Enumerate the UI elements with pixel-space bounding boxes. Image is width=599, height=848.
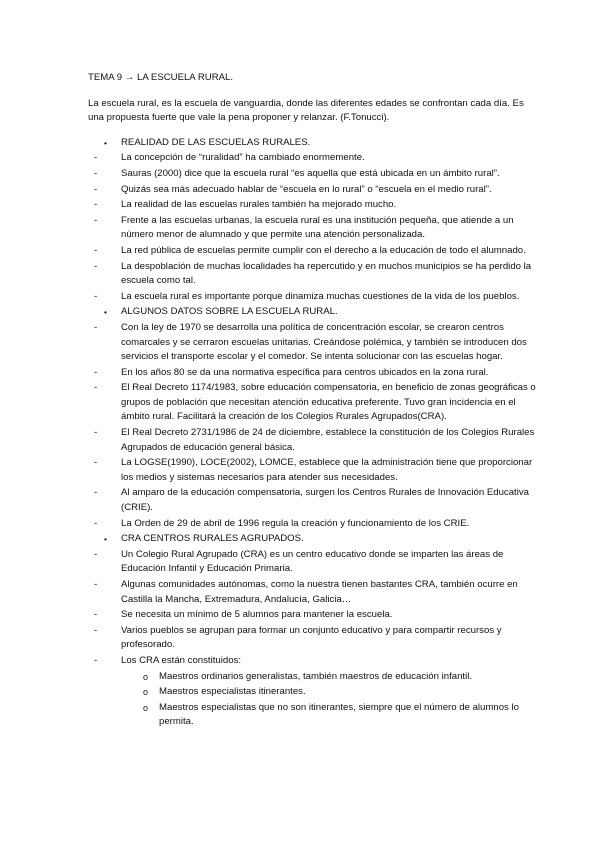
sub-list-item [88,670,539,685]
dash-marker: - [94,260,98,272]
dash-marker: - [94,609,98,621]
list-item [88,321,539,365]
list-item [88,624,539,653]
list-item [88,426,539,455]
list-item [88,517,539,532]
dash-marker: - [94,548,98,560]
list-item [88,456,539,485]
sub-list-item-text: Maestros ordinarios generalistas, también maestros de educación infantil. [159,670,473,682]
dash-marker: - [94,427,98,439]
list-item-text: El Real Decreto 2731/1986 de 24 de diciembre, establece la constitución de los Colegios Rurales Agrupados de educación general básica. [121,427,535,453]
list-item [88,366,539,381]
list-item [88,381,539,425]
dash-marker: - [94,382,98,394]
list-item-text: Los CRA están constituidos: [121,654,241,666]
section-heading-text: ALGUNOS DATOS SOBRE LA ESCUELA RURAL. [121,306,338,318]
circle-marker: o [143,702,149,713]
list-item-text: La LOGSE(1990), LOCE(2002), LOMCE, establece que la administración tiene que proporcionar los medios y sistemas necesarios para atender sus necesidades. [121,457,533,483]
list-item-text: Sauras (2000) dice que la escuela rural “es aquella que está ubicada en un ámbito rural”. [121,167,500,179]
bullet-marker: • [104,534,107,545]
section-heading [88,136,539,151]
dash-marker: - [94,152,98,164]
section-heading-text: REALIDAD DE LAS ESCUELAS RURALES. [121,136,311,148]
list-item-text: Quizás sea más adecuado hablar de “escuela en lo rural” o “escuela en el medio rural”. [121,183,492,195]
section-heading [88,305,539,320]
sub-list-item [88,701,539,730]
list-item [88,167,539,182]
list-item [88,290,539,305]
list-item-text: La concepción de “ruralidad” ha cambiado enormemente. [121,152,365,164]
circle-marker: o [143,671,149,682]
dash-marker: - [94,579,98,590]
list-item-text: El Real Decreto 1174/1983, sobre educación compensatoria, en beneficio de zonas geográficas o grupos de población que necesitan atención educativa preferente. Tuvo gran incidencia en el ámbito rural. Facilitará la creación de los Colegios Rurales Agrupados(CRA). [121,382,536,423]
list-item-text: La Orden de 29 de abril de 1996 regula la creación y funcionamiento de los CRIE. [121,517,470,529]
section-heading-text: CRA CENTROS RURALES AGRUPADOS. [121,533,304,545]
dash-marker: - [94,487,98,499]
bullet-marker: • [104,137,107,148]
list-item-text: Se necesita un mínimo de 5 alumnos para mantener la escuela. [121,609,393,621]
list-item [88,578,539,607]
dash-marker: - [94,321,98,333]
list-item [88,260,539,289]
sub-list-item-text: Maestros especialistas que no son itinerantes, siempre que el número de alumnos lo permita. [159,701,519,728]
list-item-text: Con la ley de 1970 se desarrolla una política de concentración escolar, se crearon centros comarcales y se cerraron escuelas unitarias. Creándose polémica, y también se introducen dos servicios el transporte escolar y el comedor. Se intenta solucionar con las escuelas hogar. [121,321,527,363]
dash-marker: - [94,214,98,226]
list-item-text: Algunas comunidades autónomas, como la nuestra tienen bastantes CRA, también ocurre en Castilla la Mancha, Extremadura, Andalucía, Galicia… [121,579,518,605]
section-heading [88,532,539,547]
outline-list [88,136,539,730]
dash-marker: - [94,244,98,256]
list-item-text: Un Colegio Rural Agrupado (CRA) es un centro educativo donde se imparten las áreas de Educación Infantil y Educación Primaria. [121,548,504,575]
bullet-marker: • [104,307,107,318]
dash-marker: - [94,457,98,469]
list-item [88,198,539,213]
list-item [88,214,539,243]
dash-marker: - [94,199,98,211]
dash-marker: - [94,517,98,529]
list-item-text: Varios pueblos se agrupan para formar un conjunto educativo y para compartir recursos y profesorado. [121,624,502,651]
list-item [88,244,539,259]
sub-list-item [88,685,539,700]
list-item [88,548,539,577]
list-item [88,654,539,669]
list-item-text: La realidad de las escuelas rurales también ha mejorado mucho. [121,199,397,211]
list-item-text: Frente a las escuelas urbanas, la escuela rural es una institución pequeña, que atiende a un número menor de alumnado y que permite una atención personalizada. [121,214,514,241]
list-item-text: La despoblación de muchas localidades ha repercutido y en muchos municipios se ha perdido la escuela como tal. [121,260,532,287]
dash-marker: - [94,167,98,179]
list-item [88,486,539,515]
list-item-text: La escuela rural es importante porque dinamiza muchas cuestiones de la vida de los pueblos. [121,290,520,302]
list-item-text: En los años 80 se da una normativa específica para centros ubicados en la zona rural. [121,366,489,378]
document-title: TEMA 9 → LA ESCUELA RURAL. [88,72,234,83]
list-item [88,183,539,198]
intro-paragraph: La escuela rural, es la escuela de vanguardia, donde las diferentes edades se confrontan cada día. Es una propuesta fuerte que vale la pena proponer y relanzar. (F.Tonucci). [88,97,524,124]
dash-marker: - [94,290,98,302]
dash-marker: - [94,366,98,378]
list-item-text: Al amparo de la educación compensatoria, surgen los Centros Rurales de Innovación Educativa (CRIE). [121,487,529,514]
dash-marker: - [94,654,98,666]
sub-list-item-text: Maestros especialistas itinerantes. [159,686,306,698]
dash-marker: - [94,624,98,636]
list-item [88,608,539,623]
list-item [88,151,539,166]
list-item-text: La red pública de escuelas permite cumplir con el derecho a la educación de todo el alumnado. [121,244,526,256]
circle-marker: o [143,687,149,698]
dash-marker: - [94,183,98,195]
